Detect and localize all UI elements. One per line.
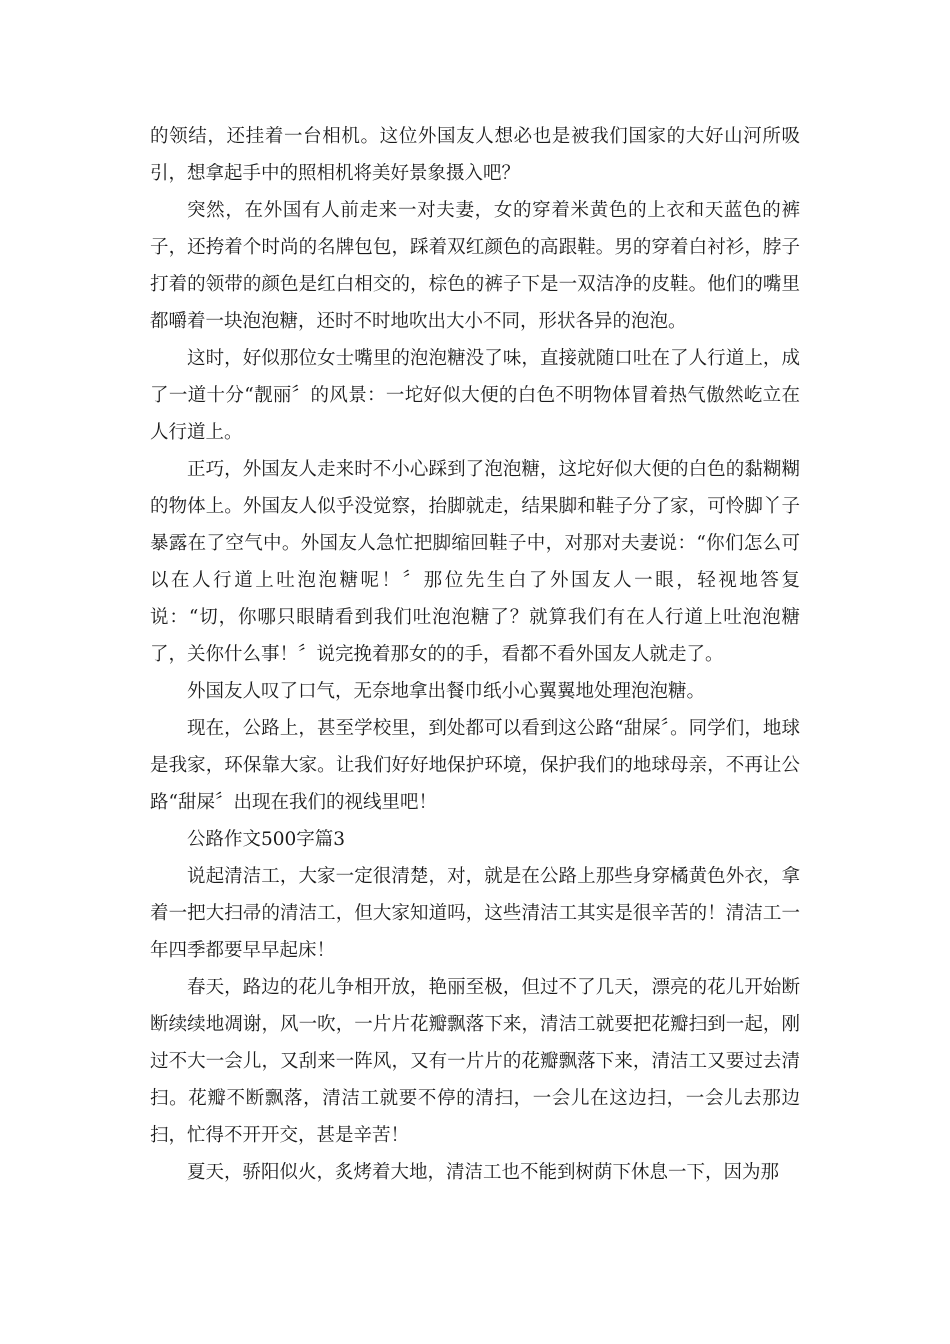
paragraph: 现在，公路上，甚至学校里，到处都可以看到这公路“甜屎〞。同学们，地球是我家，环保靠大家。让我们好好地保护环境，保护我们的地球母亲，不再让公路“甜屎〞出现在我们的视线里吧！: [150, 718, 800, 813]
paragraph: 春天，路边的花儿争相开放，艳丽至极，但过不了几天，漂亮的花儿开始断断续续地凋谢，风一吹，一片片花瓣飘落下来，清洁工就要把花瓣扫到一起，刚过不大一会儿，又刮来一阵风，又有一片片的花瓣飘落下来，清洁工又要过去清扫。花瓣不断飘落，清洁工就要不停的清扫，一会儿在这边扫，一会儿去那边扫，忙得不开开交，甚是辛苦！: [150, 977, 800, 1146]
document-page: [150, 118, 800, 1191]
section-heading: 公路作文500字篇3: [187, 829, 346, 850]
paragraph: 外国友人叹了口气，无奈地拿出餐巾纸小心翼翼地处理泡泡糖。: [187, 681, 706, 702]
paragraph-continued: 的领结，还挂着一台相机。这位外国友人想必也是被我们国家的大好山河所吸引，想拿起手中的照相机将美好景象摄入吧？: [150, 126, 800, 184]
paragraph: 这时，好似那位女士嘴里的泡泡糖没了味，直接就随口吐在了人行道上，成了一道十分“靓丽〞的风景：一坨好似大便的白色不明物体冒着热气傲然屹立在人行道上。: [150, 348, 800, 443]
paragraph: 夏天，骄阳似火，炙烤着大地，清洁工也不能到树荫下休息一下，因为那: [187, 1162, 780, 1183]
paragraph: 正巧，外国友人走来时不小心踩到了泡泡糖，这坨好似大便的白色的黏糊糊的物体上。外国友人似乎没觉察，抬脚就走，结果脚和鞋子分了家，可怜脚丫子暴露在了空气中。外国友人急忙把脚缩回鞋子中，对那对夫妻说：“你们怎么可以在人行道上吐泡泡糖呢！〞那位先生白了外国友人一眼，轻视地答复说：“切，你哪只眼睛看到我们吐泡泡糖了？就算我们有在人行道上吐泡泡糖了，关你什么事！〞说完挽着那女的的手，看都不看外国友人就走了。: [150, 459, 800, 665]
paragraph: 突然，在外国有人前走来一对夫妻，女的穿着米黄色的上衣和天蓝色的裤子，还挎着个时尚的名牌包包，踩着双红颜色的高跟鞋。男的穿着白衬衫，脖子打着的领带的颜色是红白相交的，棕色的裤子下是一双洁净的皮鞋。他们的嘴里都嚼着一块泡泡糖，还时不时地吹出大小不同，形状各异的泡泡。: [150, 200, 800, 332]
paragraph: 说起清洁工，大家一定很清楚，对，就是在公路上那些身穿橘黄色外衣，拿着一把大扫帚的清洁工，但大家知道吗，这些清洁工其实是很辛苦的！清洁工一年四季都要早早起床！: [150, 866, 800, 961]
